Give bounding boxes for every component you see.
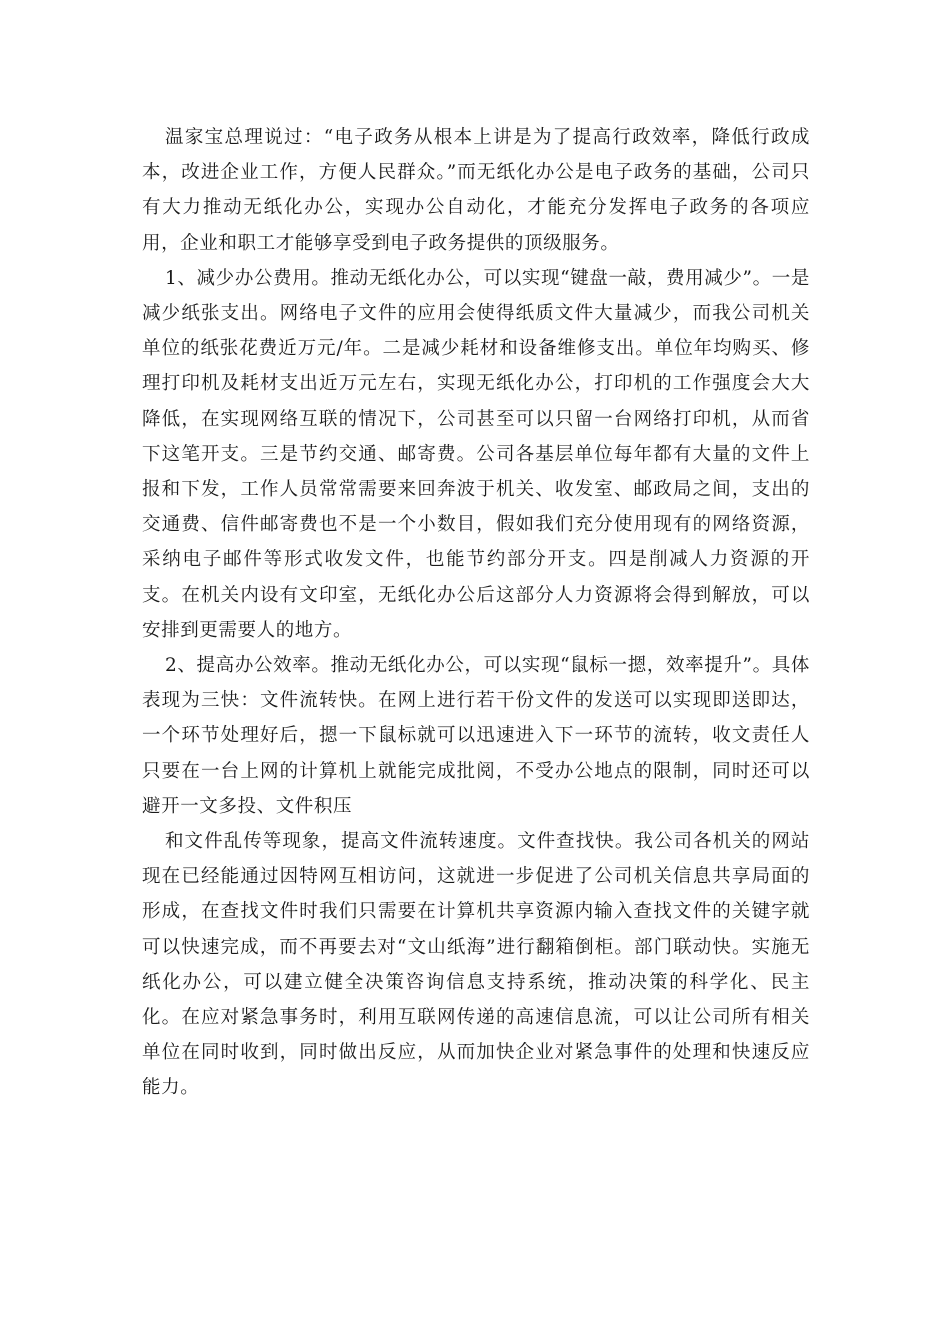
paragraph-reduce-costs: 1、减少办公费用。推动无纸化办公，可以实现“键盘一敲，费用减少”。一是减少纸张支出。网络电子文件的应用会使得纸质文件大量减少，而我公司机关单位的纸张花费近万元/年。二是减少耗材和设备维修支出。单位年均购买、修理打印机及耗材支出近万元左右，实现无纸化办公，打印机的工作强度会大大降低，在实现网络互联的情况下，公司甚至可以只留一台网络打印机，从而省下这笔开支。三是节约交通、邮寄费。公司各基层单位每年都有大量的文件上报和下发，工作人员常常需要来回奔波于机关、收发室、邮政局之间，支出的交通费、信件邮寄费也不是一个小数目，假如我们充分使用现有的网络资源，采纳电子邮件等形式收发文件，也能节约部分开支。四是削减人力资源的开支。在机关内设有文印室，无纸化办公后这部分人力资源将会得到解放，可以安排到更需要人的地方。 (142, 267, 810, 641)
paragraph-efficiency-continued: 和文件乱传等现象，提高文件流转速度。文件查找快。我公司各机关的网站现在已经能通过因特网互相访问，这就进一步促进了公司机关信息共享局面的形成，在查找文件时我们只需要在计算机共享资源内输入查找文件的关键字就可以快速完成，而不再要去对“文山纸海”进行翻箱倒柜。部门联动快。实施无纸化办公，可以建立健全决策咨询信息支持系统，推动决策的科学化、民主化。在应对紧急事务时，利用互联网传递的高速信息流，可以让公司所有相关单位在同时收到，同时做出反应，从而加快企业对紧急事件的处理和快速反应能力。 (142, 831, 810, 1099)
paragraph-intro: 温家宝总理说过：“电子政务从根本上讲是为了提高行政效率，降低行政成本，改进企业工作，方便人民群众。”而无纸化办公是电子政务的基础，公司只有大力推动无纸化办公，实现办公自动化，才能充分发挥电子政务的各项应用，企业和职工才能够享受到电子政务提供的顶级服务。 (142, 127, 810, 254)
document-body (142, 120, 810, 1106)
paragraph-improve-efficiency: 2、提高办公效率。推动无纸化办公，可以实现“鼠标一摁，效率提升”。具体表现为三快：文件流转快。在网上进行若干份文件的发送可以实现即送即达，一个环节处理好后，摁一下鼠标就可以迅速进入下一环节的流转，收文责任人只要在一台上网的计算机上就能完成批阅，不受办公地点的限制，同时还可以避开一文多投、文件积压 (142, 655, 810, 817)
